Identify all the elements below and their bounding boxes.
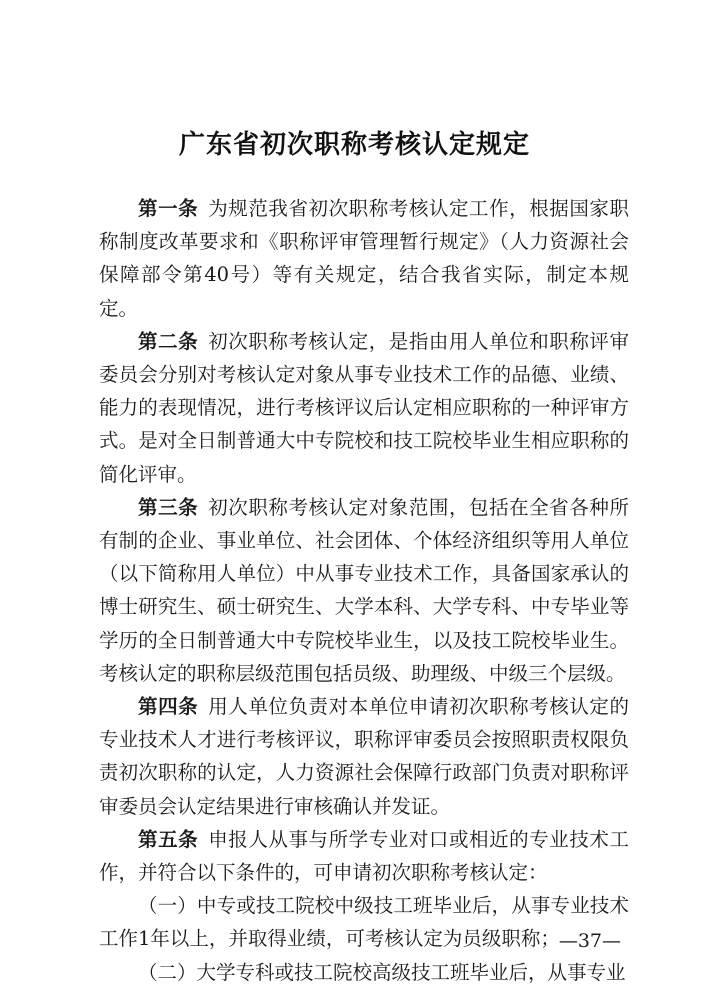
article-text: 申报人从事与所学专业对口或相近的专业技术工作，并符合以下条件的，可申请初次职称考核认定： xyxy=(99,827,629,885)
document-body xyxy=(99,192,629,989)
article-label: 第五条 xyxy=(138,827,199,851)
article-text: 为规范我省初次职称考核认定工作，根据国家职称制度改革要求和《职称评审管理暂行规定》（人力资源社会保障部令第40号）等有关规定，结合我省实际，制定本规定。 xyxy=(99,197,629,320)
article-text: 初次职称考核认定，是指由用人单位和职称评审委员会分别对考核认定对象从事专业技术工作的品德、业绩、能力的表现情况，进行考核评议后认定相应职称的一种评审方式。是对全日制普通大中专院校和技工院校毕业生相应职称的简化评审。 xyxy=(99,329,629,486)
list-item: （一）中专或技工院校中级技工班毕业后，从事专业技术工作1年以上，并取得业绩，可考核认定为员级职称； xyxy=(99,894,629,951)
article-1 xyxy=(99,192,629,325)
article-2 xyxy=(99,325,629,491)
article-label: 第四条 xyxy=(138,695,199,719)
article-label: 第三条 xyxy=(138,495,199,519)
article-label: 第一条 xyxy=(138,197,199,220)
article-text: 用人单位负责对本单位申请初次职称考核认定的专业技术人才进行考核评议，职称评审委员会按照职责权限负责初次职称的认定，人力资源社会保障行政部门负责对职称评审委员会认定结果进行审核确认并发证。 xyxy=(99,695,629,818)
article-5 xyxy=(99,823,629,889)
article-text: 初次职称考核认定对象范围，包括在全省各种所有制的企业、事业单位、社会团体、个体经济组织等用人单位（以下简称用人单位）中从事专业技术工作，具备国家承认的博士研究生、硕士研究生、大学本科、大学专科、中专毕业等学历的全日制普通大中专院校毕业生，以及技工院校毕业生。考核认定的职称层级范围包括员级、助理级、中级三个层级。 xyxy=(99,495,629,685)
article-label: 第二条 xyxy=(138,329,199,353)
page-number: —37— xyxy=(558,930,621,952)
list-item: （二）大学专科或技工院校高级技工班毕业后，从事专业 xyxy=(138,960,626,984)
article-4 xyxy=(99,690,629,823)
document-title: 广东省初次职称考核认定规定 xyxy=(178,130,530,160)
article-3 xyxy=(99,491,629,690)
